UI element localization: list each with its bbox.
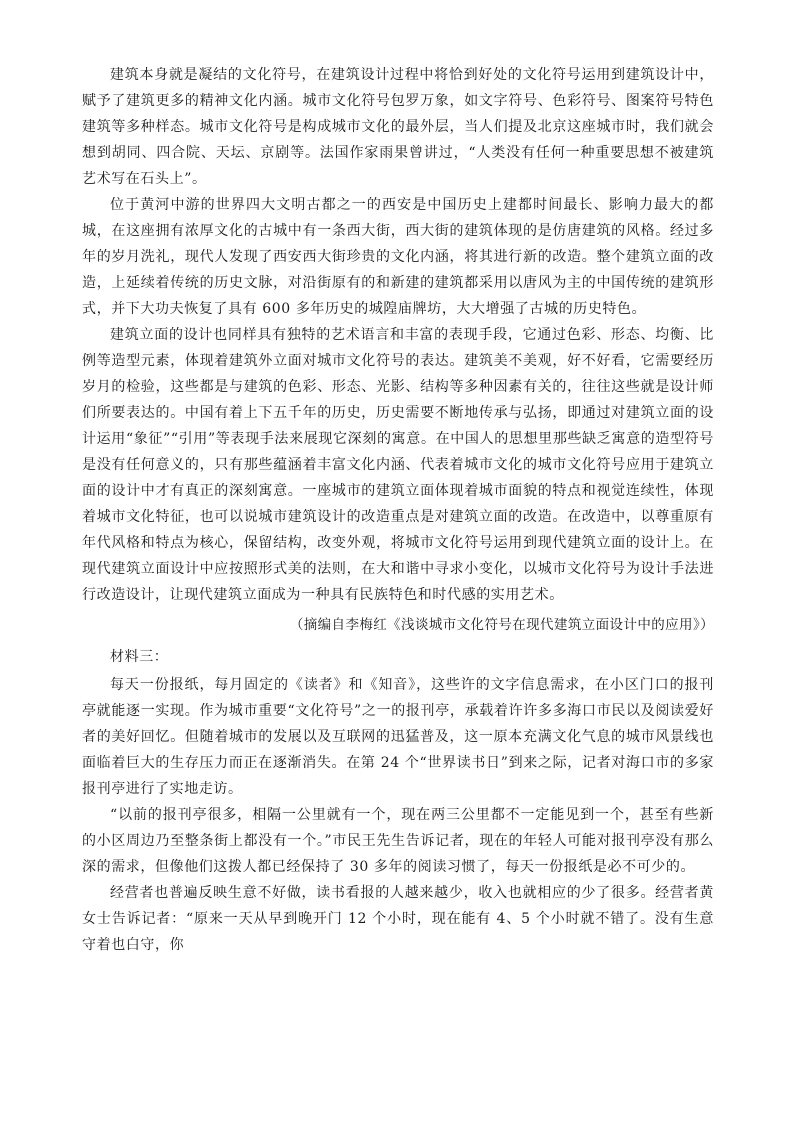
- paragraph: 建筑立面的设计也同样具有独特的艺术语言和丰富的表现手段，它通过色彩、形态、均衡、比例等造型元素，体现着建筑外立面对城市文化符号的表达。建筑美不美观，好不好看，它需要经历岁月的检验，这些都是与建筑的色彩、形态、光影、结构等多种因素有关的，往往这些就是设计师们所要表达的。中国有着上下五千年的历史，历史需要不断地传承与弘扬，即通过对建筑立面的设计运用“象征”“引用”等表现手法来展现它深刻的寓意。在中国人的思想里那些缺乏寓意的造型符号是没有任何意义的，只有那些蕴涵着丰富文化内涵、代表着城市文化的城市文化符号应用于建筑立面的设计中才有真正的深刻寓意。一座城市的建筑立面体现着城市面貌的特点和视觉连续性，体现着城市文化特征，也可以说城市建筑设计的改造重点是对建筑立面的改造。在改造中，以尊重原有年代风格和特点为核心，保留结构，改变外观，将城市文化符号运用到现代建筑立面的设计上。在现代建筑立面设计中应按照形式美的法则，在大和谐中寻求小变化，以城市文化符号为设计手法进行改造设计，让现代建筑立面成为一种具有民族特色和时代感的实用艺术。: [82, 327, 714, 603]
- paragraph: “以前的报刊亭很多，相隔一公里就有一个，现在两三公里都不一定能见到一个，甚至有些新的小区周边乃至整条街上都没有一个。”市民王先生告诉记者，现在的年轻人可能对报刊亭没有那么深的需求，但像他们这拨人都已经保持了 30 多年的阅读习惯了，每天一份报纸是必不可少的。: [82, 807, 714, 875]
- source-citation: （摘编自李梅红《浅谈城市文化符号在现代建筑立面设计中的应用》）: [289, 617, 714, 633]
- paragraph: 每天一份报纸，每月固定的《读者》和《知音》，这些许的文字信息需求，在小区门口的报刊亭就能逐一实现。作为城市重要“文化符号”之一的报刊亭，承载着许许多多海口市民以及阅读爱好者的美好回忆。但随着城市的发展以及互联网的迅猛普及，这一原本充满文化气息的城市风景线也面临着巨大的生存压力而正在逐渐消失。在第 24 个“世界读书日”到来之际，记者对海口市的多家报刊亭进行了实地走访。: [82, 677, 714, 797]
- paragraph: 建筑本身就是凝结的文化符号，在建筑设计过程中将恰到好处的文化符号运用到建筑设计中，赋予了建筑更多的精神文化内涵。城市文化符号包罗万象，如文字符号、色彩符号、图案符号特色建筑等多种样态。城市文化符号是构成城市文化的最外层，当人们提及北京这座城市时，我们就会想到胡同、四合院、天坛、京剧等。法国作家雨果曾讲过，“人类没有任何一种重要思想不被建筑艺术写在石头上”。: [82, 67, 714, 187]
- material-heading: 材料三：: [110, 649, 169, 665]
- article-body: [82, 62, 714, 958]
- paragraph: 位于黄河中游的世界四大文明古都之一的西安是中国历史上建都时间最长、影响力最大的都城，在这座拥有浓厚文化的古城中有一条西大街，西大街的建筑体现的是仿唐建筑的风格。经过多年的岁月洗礼，现代人发现了西安西大街珍贵的文化内涵，将其进行新的改造。整个建筑立面的改造，上延续着传统的历史文脉，对沿街原有的和新建的建筑都采用以唐风为主的中国传统的建筑形式，并下大功夫恢复了具有 600 多年历史的城隍庙牌坊，大大增强了古城的历史特色。: [82, 197, 714, 317]
- paragraph: 经营者也普遍反映生意不好做，读书看报的人越来越少，收入也就相应的少了很多。经营者黄女士告诉记者：“原来一天从早到晚开门 12 个小时，现在能有 4、5 个小时就不错了。没有生意守着也白守，你: [82, 885, 714, 953]
